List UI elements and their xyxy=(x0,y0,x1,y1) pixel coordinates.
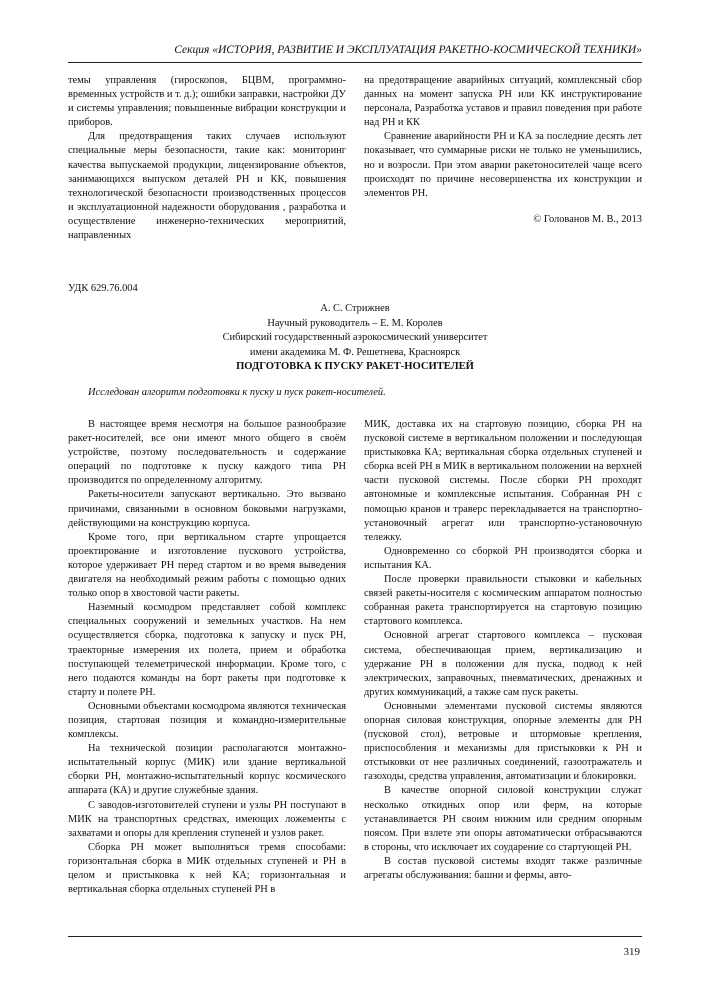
paragraph: Основными элементами пусковой системы являются опорная силовая конструкция, опорные элементы для РН (пусковой стол), ветровые и штормовые крепления, приспособления и механизмы для пристыковки к РН и отстыковки от нее различных соединений, газоотражатель и газоходы, средства управления, автоматизации и блокировки. xyxy=(364,700,642,783)
paragraph: Сравнение аварийности РН и КА за последние десять лет показывает, что суммарные риски не только не уменьшились, но и возросли. При этом аварии ракетоносителей чаще всего происходят по причине несовершенства их конструкции и элементов РН. xyxy=(364,131,642,199)
udc-code: УДК 629.76.004 xyxy=(68,283,138,294)
paragraph: Основной агрегат стартового комплекса – пусковая система, обеспечивающая прием, вертикализацию и удержание РН в положении для пуска, подвод к ней электрических, заправочных, пневматических, дренажных и других коммуникаций, а также сам пуск ракеты. xyxy=(364,630,642,698)
author-name: А. С. Стрижнев xyxy=(320,303,390,314)
paragraph: В качестве опорной силовой конструкции служат несколько откидных опор или ферм, на которые устанавливается РН своим нижним или средним опорным поясом. При взлете эти опоры автоматически отбрасываются в стороны, что исключает их соударение со стартующей РН. xyxy=(364,785,642,853)
copyright-line: © Голованов М. В., 2013 xyxy=(533,213,642,225)
paragraph: На технической позиции располагаются монтажно-испытательный корпус (МИК) или здание вертикальной сборки РН, монтажно-испытательный корпус космического аппарата (КА) и другие служебные здания. xyxy=(68,743,346,797)
prev-article-right-column xyxy=(364,74,642,227)
paragraph: Кроме того, при вертикальном старте упрощается проектирование и изготовление пускового устройства, которое удерживает РН перед стартом и во время выведения двигателя на необходимый режим работы с помощью одних только опор в хвостовой части ракеты. xyxy=(68,531,346,600)
supervisor: Научный руководитель – Е. М. Королев xyxy=(267,317,443,329)
footer-rule xyxy=(68,936,642,937)
article-title: ПОДГОТОВКА К ПУСКУ РАКЕТ-НОСИТЕЛЕЙ xyxy=(236,361,474,372)
paragraph: на предотвращение аварийных ситуаций, комплексный сбор данных на момент запуска РН или КК инструктирование персонала, Разработка уставов и правил поведения при работе над РН и КК xyxy=(364,75,642,129)
paragraph: темы управления (гироскопов, БЦВМ, программно-временных устройств и т. д.); ошибки заправки, настройки ДУ и системы управления; повышенные вибрации конструкции и приборов. xyxy=(68,75,346,129)
article-right-column xyxy=(364,418,642,883)
author-block xyxy=(68,302,642,360)
abstract: Исследован алгоритм подготовки к пуску и пуск ракет-носителей. xyxy=(88,387,386,398)
running-header: Секция «ИСТОРИЯ, РАЗВИТИЕ И ЭКСПЛУАТАЦИЯ РАКЕТНО-КОСМИЧЕСКОЙ ТЕХНИКИ» xyxy=(174,44,642,56)
paragraph: Основными объектами космодрома являются техническая позиция, стартовая позиция и командно-измерительные комплексы. xyxy=(68,700,346,741)
paragraph: Для предотвращения таких случаев используют специальные меры безопасности, такие как: мониторинг качества выпускаемой продукции, лицензирование объектов, занимающихся выпуском деталей РН и КК, повышения технологической безопасности производственных процессов и эксплуатационной надежности оборудования , разработка и осуществление инженерно-технических мероприятий, направленных xyxy=(68,131,346,242)
paragraph: МИК, доставка их на стартовую позицию, сборка РН на пусковой системе в вертикальном положении и последующая пристыковка КА; вертикальная сборка отдельных ступеней и сборка всей РН в МИК в вертикальном положении на верхней части пусковой системы. После сборки РН проходят автономные и комплексные испытания. Собранная РН с помощью кранов и траверс перекладывается на транспортно-установочный агрегат или транспортно-установочную тележку. xyxy=(364,419,642,543)
affiliation-line-2: имени академика М. Ф. Решетнева, Красноярск xyxy=(249,346,461,358)
paragraph: В состав пусковой системы входят также различные агрегаты обслуживания: башни и фермы, авто- xyxy=(364,855,642,881)
paragraph: В настоящее время несмотря на большое разнообразие ракет-носителей, все они имеют много общего в своём устройстве, поэтому последовательность и содержание операций по подготовке к пуску каждого типа РН производится по определенному алгоритму. xyxy=(68,419,346,487)
header-rule xyxy=(68,62,642,63)
paragraph: Ракеты-носители запускают вертикально. Это вызвано причинами, связанными в основном боковыми нагрузками, действующими на конструкцию корпуса. xyxy=(68,489,346,529)
paragraph: После проверки правильности стыковки и кабельных связей ракеты-носителя с космическим аппаратом полностью собранная ракета транспортируется на стартовую позицию стартового комплекса. xyxy=(364,574,642,628)
paragraph: Сборка РН может выполняться тремя способами: горизонтальная сборка в МИК отдельных ступеней и РН в целом и пристыковка к ней КА; горизонтальная и вертикальная сборка отдельных ступеней РН в xyxy=(68,841,346,896)
prev-article-left-column xyxy=(68,74,346,243)
page-number: 319 xyxy=(623,946,640,958)
paragraph: Наземный космодром представляет собой комплекс специальных сооружений и земельных участков. На нем осуществляется сборка, подготовка к запуску и пуск РН, траекторные измерения их полета, прием и обработка поступающей телеметрической информации. Кроме того, с него подаются команды на борт ракеты при подготовке к старту и полете РН. xyxy=(68,602,346,698)
article-left-column xyxy=(68,418,346,897)
paragraph: Одновременно со сборкой РН производятся сборка и испытания КА. xyxy=(364,545,642,571)
affiliation: Сибирский государственный аэрокосмический университет xyxy=(222,332,488,344)
paragraph: С заводов-изготовителей ступени и узлы РН поступают в МИК на транспортных средствах, имеющих ложементы с захватами и опоры для крепления ступеней и узлов ракет. xyxy=(68,799,346,839)
